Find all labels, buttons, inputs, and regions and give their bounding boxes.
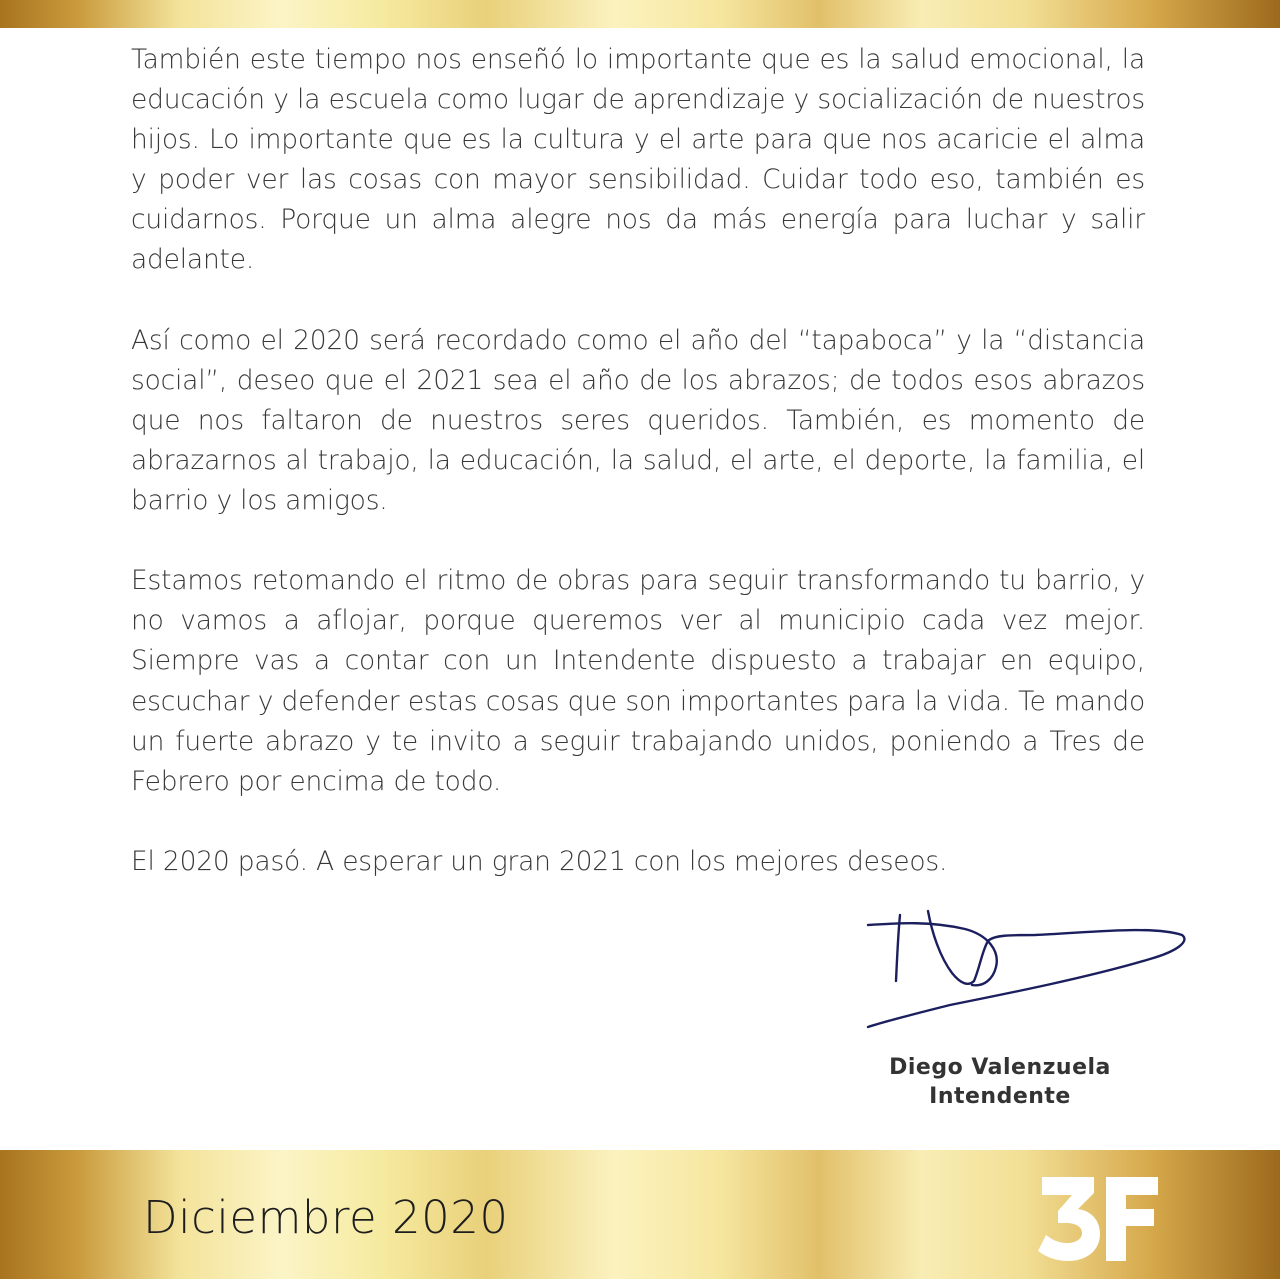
- letter-paragraph-2: Así como el 2020 será recordado como el año del “tapaboca” y la “distancia social”, deseo que el 2021 sea el año de los abrazos; de todos esos abrazos que nos faltaron de nuestros seres queridos. También, es momento de abrazarnos al trabajo, la educación, la salud, el arte, el deporte, la familia, el barrio y los amigos.: [131, 324, 1145, 517]
- letter-paragraph-1: También este tiempo nos enseñó lo importante que es la salud emocional, la educación y la escuela como lugar de aprendizaje y socialización de nuestros hijos. Lo importante que es la cultura y el arte para que nos acaricie el alma y poder ver las cosas con mayor sensibilidad. Cuidar todo eso, también es cuidarnos. Porque un alma alegre nos da más energía para luchar y salir adelante.: [131, 44, 1145, 276]
- top-gold-band: [0, 0, 1280, 28]
- signatory-name: Diego Valenzuela: [889, 1055, 1111, 1080]
- handwritten-signature: [860, 905, 1190, 1035]
- letter-closing-line: El 2020 pasó. A esperar un gran 2021 con los mejores deseos.: [131, 845, 948, 877]
- 3f-logo-icon: [1036, 1171, 1160, 1263]
- footer-date: Diciembre 2020: [143, 1191, 509, 1244]
- signatory-block: [850, 1053, 1150, 1111]
- letter-paragraph-3: Estamos retomando el ritmo de obras para seguir transformando tu barrio, y no vamos a aflojar, porque queremos ver al municipio cada vez mejor. Siempre vas a contar con un Intendente dispuesto a trabajar en equipo, escuchar y defender estas cosas que son importantes para la vida. Te mando un fuerte abrazo y te invito a seguir trabajando unidos, poniendo a Tres de Febrero por encima de todo.: [131, 565, 1145, 797]
- signatory-role: Intendente: [929, 1084, 1071, 1109]
- letter-body: [131, 40, 1145, 922]
